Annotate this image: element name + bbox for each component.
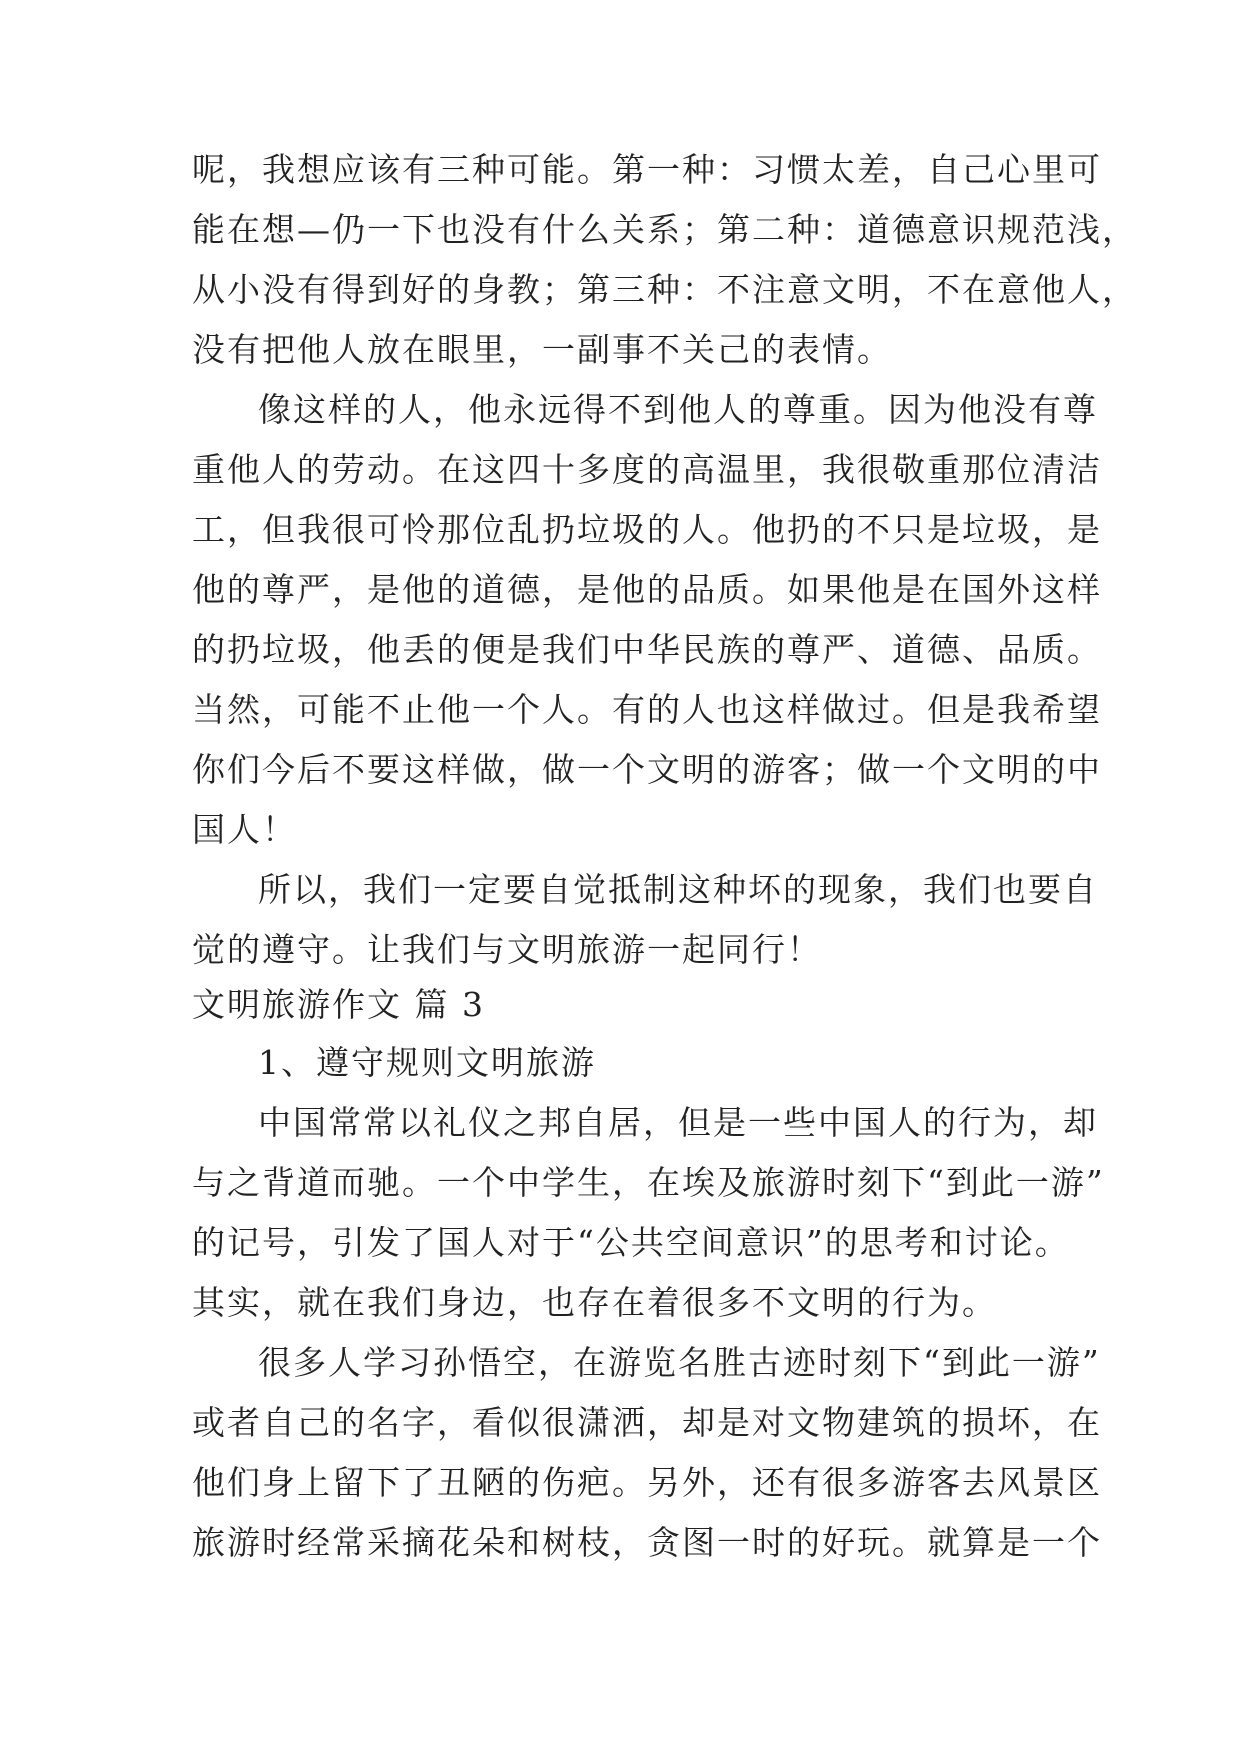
text-line: 的记号，引发了国人对于“公共空间意识”的思考和讨论。 [192,1223,1070,1262]
text-line: 呢，我想应该有三种可能。第一种：习惯太差，自己心里可 [192,150,1102,189]
text-line: 你们今后不要这样做，做一个文明的游客；做一个文明的中 [192,750,1102,789]
text-line: 与之背道而驰。一个中学生，在埃及旅游时刻下“到此一游” [192,1163,1105,1202]
paragraph-start: 像这样的人，他永远得不到他人的尊重。因为他没有尊 [258,390,1098,429]
text-line: 其实，就在我们身边，也存在着很多不文明的行为。 [192,1283,997,1322]
text-line: 重他人的劳动。在这四十多度的高温里，我很敬重那位清洁 [192,450,1102,489]
subheading: 1、遵守规则文明旅游 [258,1043,596,1082]
text-line: 他们身上留下了丑陋的伤疤。另外，还有很多游客去风景区 [192,1463,1102,1502]
text-line: 的扔垃圾，他丢的便是我们中华民族的尊严、道德、品质。 [192,630,1102,669]
text-line: 觉的遵守。让我们与文明旅游一起同行！ [192,930,822,969]
text-line: 他的尊严，是他的道德，是他的品质。如果他是在国外这样 [192,570,1102,609]
text-line: 或者自己的名字，看似很潇洒，却是对文物建筑的损坏，在 [192,1403,1102,1442]
text-line: 国人！ [192,810,297,849]
text-line: 能在想—仍一下也没有什么关系；第二种：道德意识规范浅， [192,210,1137,249]
text-line: 从小没有得到好的身教；第三种：不注意文明，不在意他人， [192,270,1137,309]
text-line: 工，但我很可怜那位乱扔垃圾的人。他扔的不只是垃圾，是 [192,510,1102,549]
text-line: 当然，可能不止他一个人。有的人也这样做过。但是我希望 [192,690,1102,729]
paragraph-start: 很多人学习孙悟空，在游览名胜古迹时刻下“到此一游” [258,1343,1101,1382]
text-line: 没有把他人放在眼里，一副事不关己的表情。 [192,330,892,369]
paragraph-start: 中国常常以礼仪之邦自居，但是一些中国人的行为，却 [258,1103,1098,1142]
text-line: 旅游时经常采摘花朵和树枝，贪图一时的好玩。就算是一个 [192,1523,1102,1562]
section-heading: 文明旅游作文 篇 3 [192,985,485,1024]
paragraph-start: 所以，我们一定要自觉抵制这种坏的现象，我们也要自 [258,870,1098,909]
